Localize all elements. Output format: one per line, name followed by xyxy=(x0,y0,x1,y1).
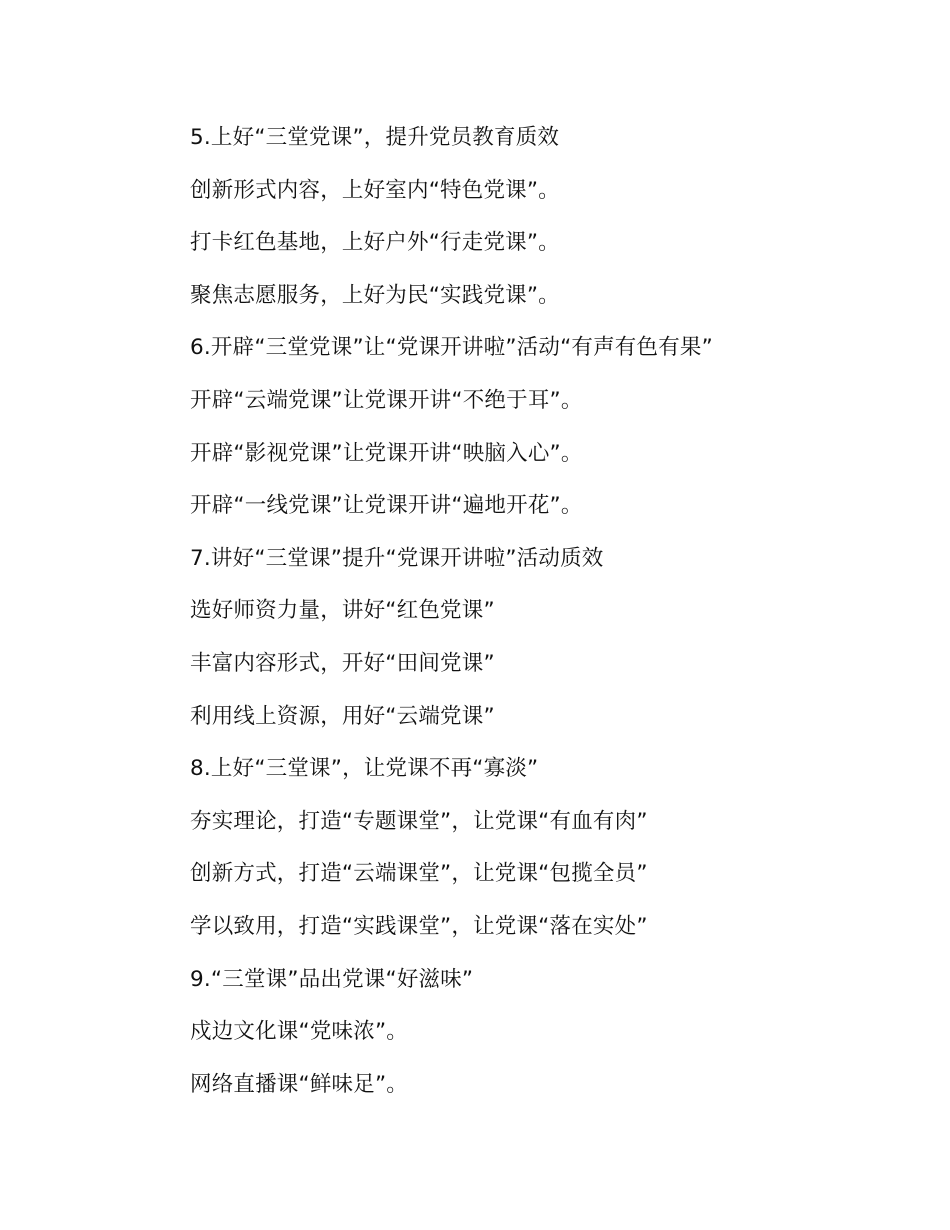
paragraph-line: 丰富内容形式，开好“田间党课” xyxy=(190,650,495,676)
paragraph-line: 利用线上资源，用好“云端党课” xyxy=(190,703,495,729)
paragraph-line: 开辟“一线党课”让党课开讲“遍地开花”。 xyxy=(190,493,583,519)
paragraph-line: 创新方式，打造“云端课堂”，让党课“包揽全员” xyxy=(190,861,648,887)
heading-item-7: 7.讲好“三堂课”提升“党课开讲啦”活动质效 xyxy=(190,545,604,571)
heading-item-9: 9.“三堂课”品出党课“好滋味” xyxy=(190,966,474,992)
heading-item-5: 5.上好“三堂党课”，提升党员教育质效 xyxy=(190,125,560,150)
paragraph-line: 网络直播课“鲜味足”。 xyxy=(190,1071,408,1097)
paragraph-line: 开辟“云端党课”让党课开讲“不绝于耳”。 xyxy=(190,387,583,413)
heading-item-6: 6.开辟“三堂党课”让“党课开讲啦”活动“有声有色有果” xyxy=(190,335,713,361)
heading-item-8: 8.上好“三堂课”，让党课不再“寡淡” xyxy=(190,756,539,782)
paragraph-line: 戍边文化课“党味浓”。 xyxy=(190,1019,408,1045)
paragraph-line: 学以致用，打造“实践课堂”，让党课“落在实处” xyxy=(190,913,648,939)
document-body xyxy=(190,112,890,1111)
paragraph-line: 打卡红色基地，上好户外“行走党课”。 xyxy=(190,230,560,256)
paragraph-line: 聚焦志愿服务，上好为民“实践党课”。 xyxy=(190,282,560,308)
paragraph-line: 开辟“影视党课”让党课开讲“映脑入心”。 xyxy=(190,440,583,466)
paragraph-line: 创新形式内容，上好室内“特色党课”。 xyxy=(190,177,560,203)
paragraph-line: 夯实理论，打造“专题课堂”，让党课“有血有肉” xyxy=(190,808,648,834)
paragraph-line: 选好师资力量，讲好“红色党课” xyxy=(190,598,495,624)
